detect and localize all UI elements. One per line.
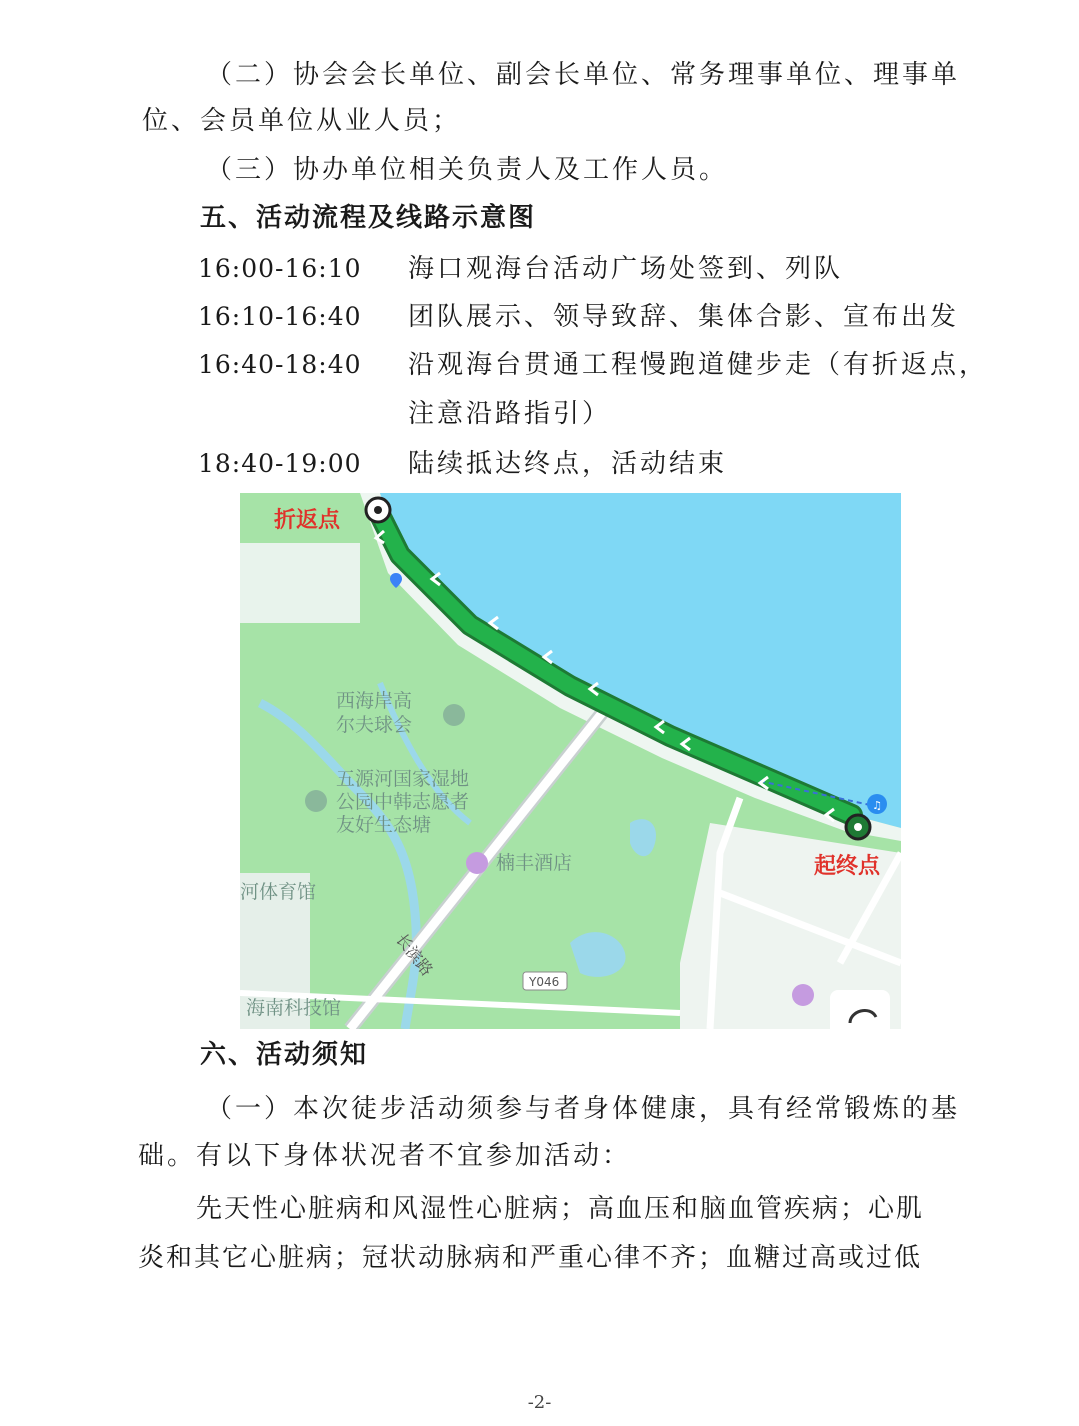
section-6-p2-line-1: 先天性心脏病和风湿性心脏病；高血压和脑血管疾病；心肌	[196, 1194, 925, 1224]
rotate-button	[830, 990, 890, 1029]
page-number: -2-	[527, 1392, 552, 1413]
section-6-p2-line-2: 炎和其它心脏病；冠状动脉病和严重心律不齐；血糖过高或过低	[138, 1243, 923, 1273]
schedule-desc-3-cont: 注意沿路指引）	[408, 399, 612, 429]
schedule-time-2: 16:10-16:40	[198, 302, 362, 331]
poi-stadium: 河体育馆	[240, 881, 317, 903]
poi-golf-line-2: 尔夫球会	[336, 714, 413, 736]
road-code: Y046	[529, 975, 560, 989]
hotel-icon-2	[792, 984, 814, 1006]
section-6-p1-line-2: 础。有以下身体状况者不宜参加活动：	[138, 1141, 632, 1171]
turn-point-label: 折返点	[274, 508, 341, 533]
park-icon	[305, 790, 327, 812]
poi-park-line-1: 五源河国家湿地	[336, 768, 470, 790]
urban-block	[240, 543, 360, 623]
schedule-desc-1: 海口观海台活动广场处签到、列队	[408, 254, 844, 284]
schedule-time-1: 16:00-16:10	[198, 254, 362, 283]
map-graphic	[240, 493, 901, 1029]
schedule-desc-4: 陆续抵达终点，活动结束	[408, 449, 728, 479]
road-name: 长滨路	[392, 929, 437, 980]
svg-text:♫: ♫	[872, 799, 882, 812]
paragraph-2-line-2: 位、会员单位从业人员；	[142, 106, 462, 136]
hotel-icon	[466, 852, 488, 874]
poi-hotel: 楠丰酒店	[496, 852, 573, 874]
schedule-desc-3: 沿观海台贯通工程慢跑道健步走（有折返点，	[408, 350, 989, 380]
start-end-label: 起终点	[814, 854, 881, 879]
paragraph-3: （三）协办单位相关负责人及工作人员。	[206, 155, 729, 185]
poi-golf-line-1: 西海岸高	[336, 690, 413, 712]
poi-pin	[390, 573, 402, 588]
schedule-time-3: 16:40-18:40	[198, 350, 362, 379]
section-6-title: 六、活动须知	[200, 1040, 369, 1070]
route-map	[240, 493, 901, 1029]
poi-park-line-2: 公园中韩志愿者	[336, 791, 470, 813]
schedule-time-4: 18:40-19:00	[198, 449, 362, 478]
pond-2	[630, 819, 656, 856]
pond	[570, 932, 626, 977]
section-6-p1-line-1: （一）本次徒步活动须参与者身体健康，具有经常锻炼的基	[206, 1094, 961, 1124]
golf-icon	[443, 704, 465, 726]
poi-park-line-3: 友好生态塘	[336, 814, 432, 836]
section-5-title: 五、活动流程及线路示意图	[200, 203, 537, 233]
paragraph-2-line-1: （二）协会会长单位、副会长单位、常务理事单位、理事单	[206, 60, 961, 90]
poi-museum: 海南科技馆	[246, 997, 342, 1019]
schedule-desc-2: 团队展示、领导致辞、集体合影、宣布出发	[408, 302, 960, 332]
